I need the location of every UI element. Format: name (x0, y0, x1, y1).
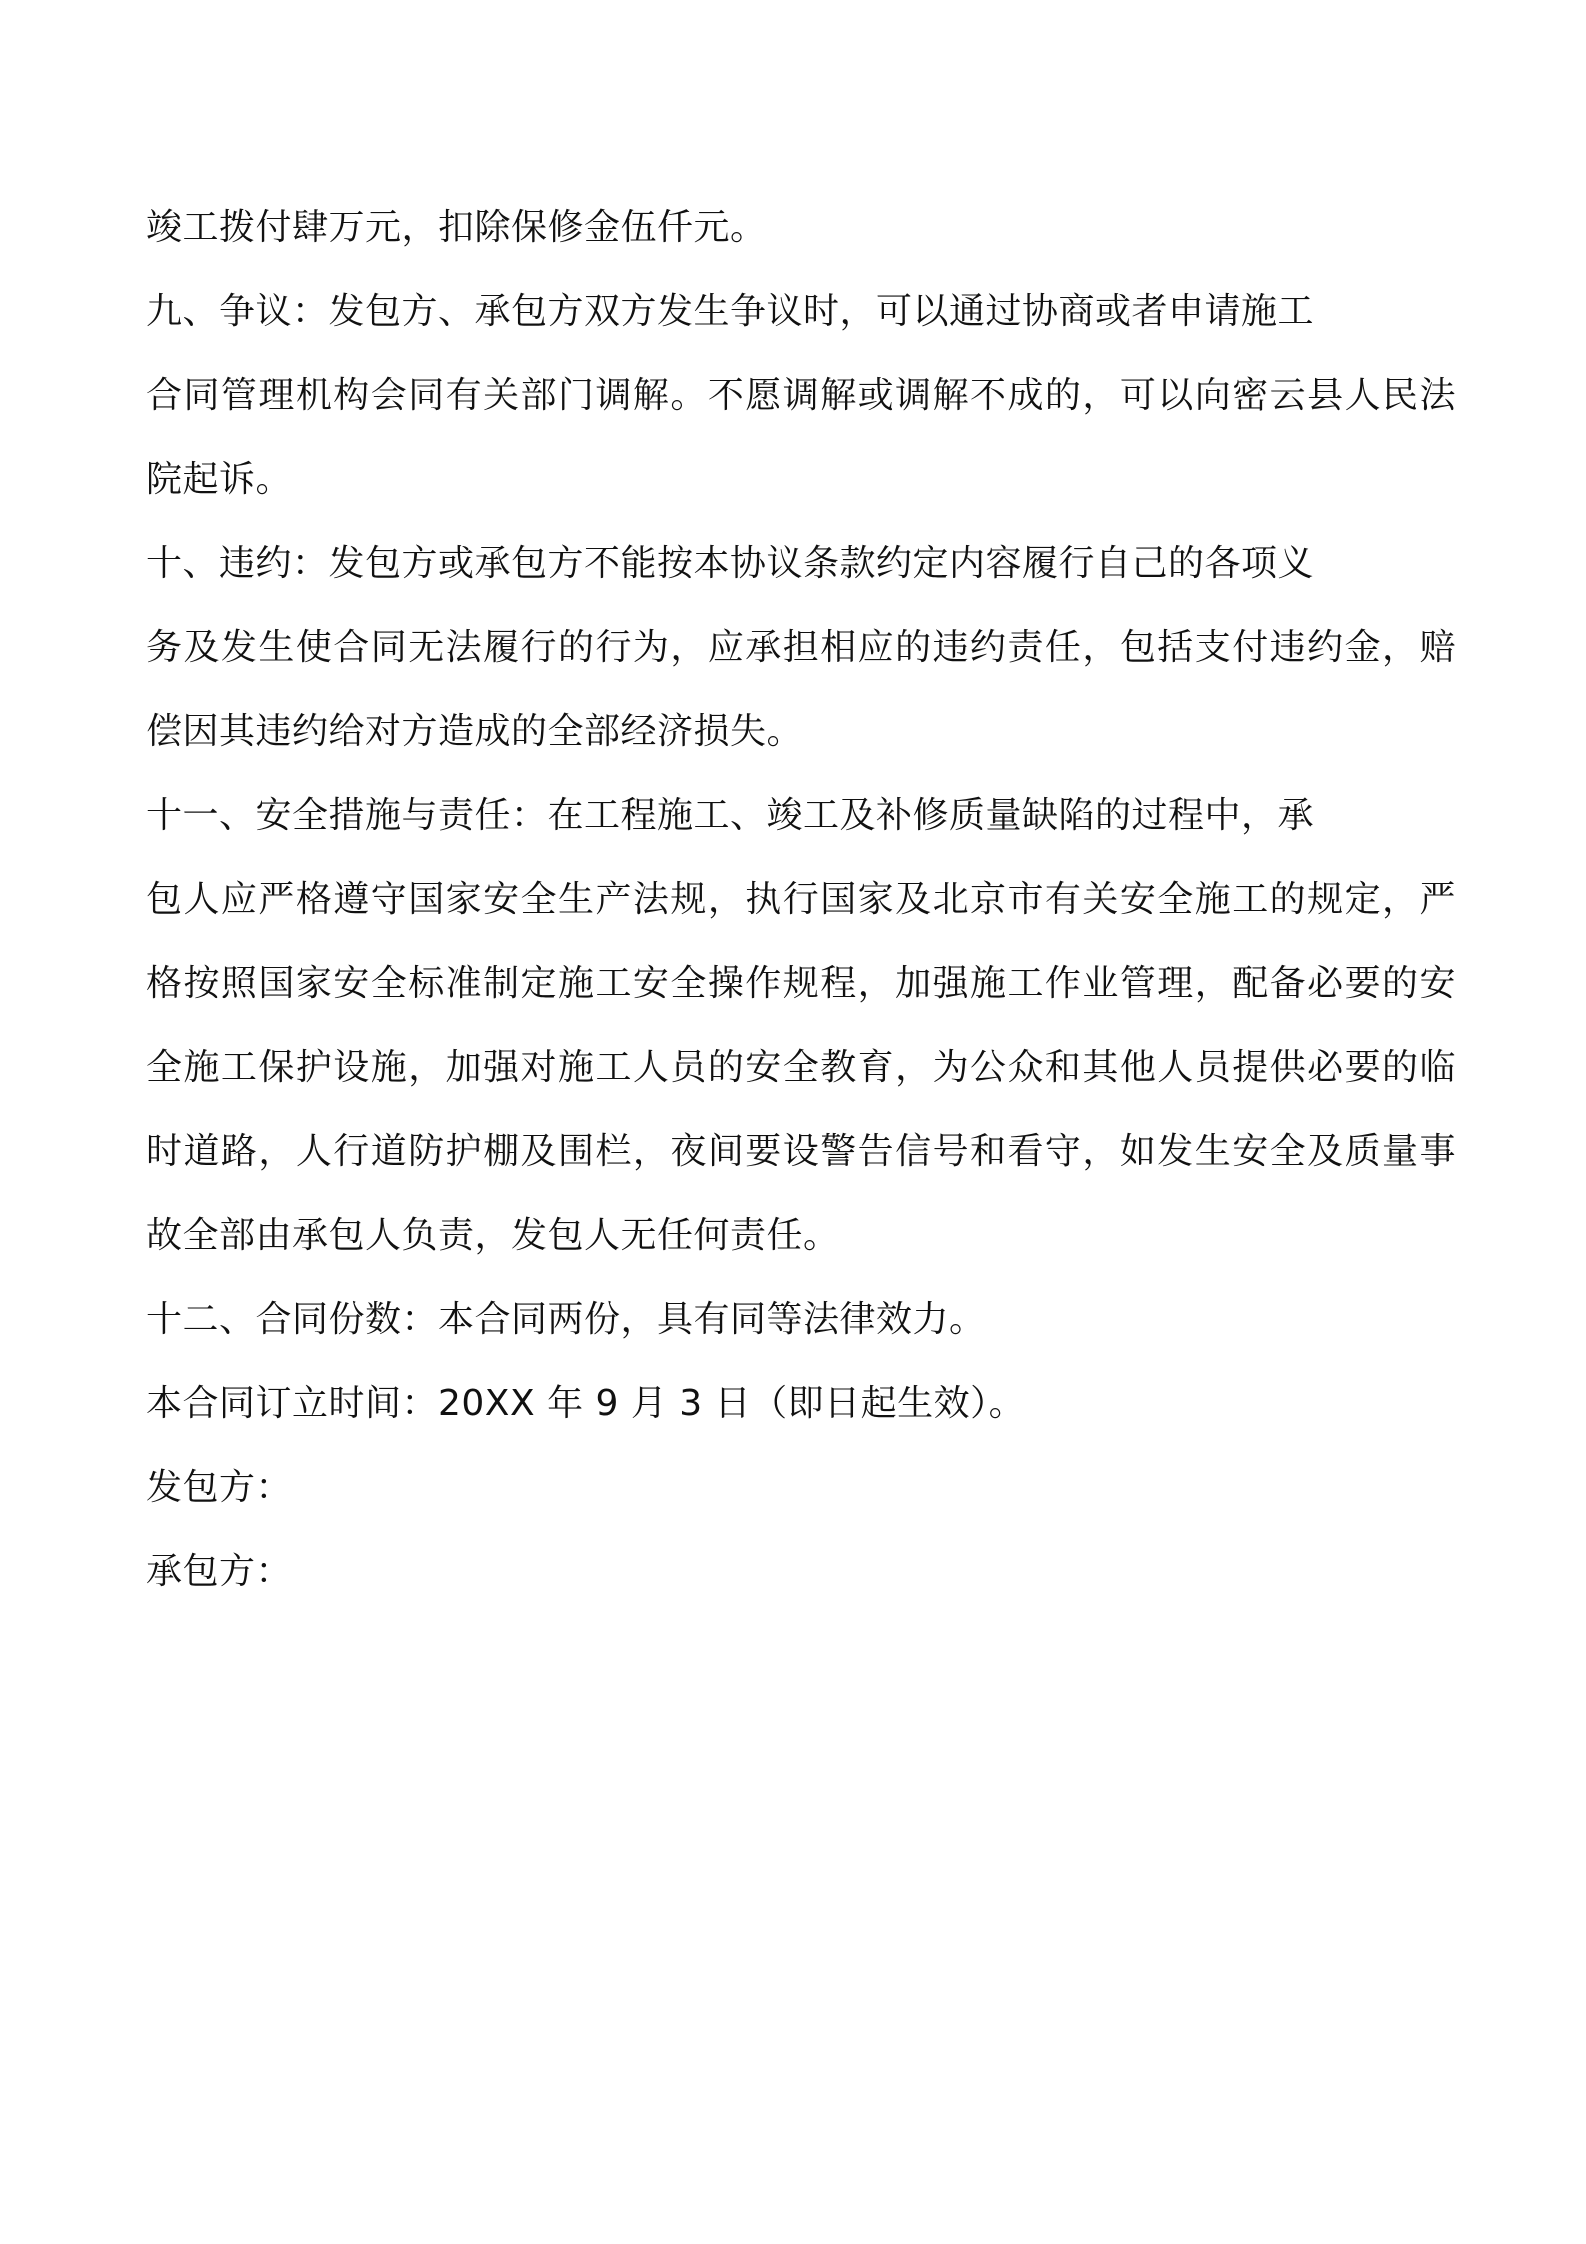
breach-clause-line-1: 十、违约：发包方或承包方不能按本协议条款约定内容履行自己的各项义 (146, 543, 1315, 584)
safety-clause-line-2: 包人应严格遵守国家安全生产法规，执行国家及北京市有关安全施工的规定，严 (146, 879, 1456, 920)
employer-signature-label: 发包方： (146, 1467, 293, 1508)
contract-date: 本合同订立时间：20XX 年 9 月 3 日（即日起生效）。 (146, 1383, 1026, 1424)
safety-clause-line-4: 全施工保护设施，加强对施工人员的安全教育，为公众和其他人员提供必要的临 (146, 1047, 1456, 1088)
contractor-signature-label: 承包方： (146, 1551, 293, 1592)
safety-clause-line-3: 格按照国家安全标准制定施工安全操作规程，加强施工作业管理，配备必要的安 (146, 963, 1456, 1004)
breach-clause-line-3: 偿因其违约给对方造成的全部经济损失。 (146, 711, 804, 752)
payment-clause-end: 竣工拨付肆万元，扣除保修金伍仟元。 (146, 207, 767, 248)
dispute-clause-line-2: 合同管理机构会同有关部门调解。不愿调解或调解不成的，可以向密云县人民法 (146, 375, 1456, 416)
copies-clause: 十二、合同份数：本合同两份，具有同等法律效力。 (146, 1299, 986, 1340)
dispute-clause-line-3: 院起诉。 (146, 459, 293, 500)
safety-clause-line-6: 故全部由承包人负责，发包人无任何责任。 (146, 1215, 840, 1256)
safety-clause-line-5: 时道路，人行道防护棚及围栏，夜间要设警告信号和看守，如发生安全及质量事 (146, 1131, 1456, 1172)
breach-clause-line-2: 务及发生使合同无法履行的行为，应承担相应的违约责任，包括支付违约金，赔 (146, 627, 1456, 668)
dispute-clause-line-1: 九、争议：发包方、承包方双方发生争议时，可以通过协商或者申请施工 (146, 291, 1315, 332)
safety-clause-line-1: 十一、安全措施与责任：在工程施工、竣工及补修质量缺陷的过程中，承 (146, 795, 1315, 836)
